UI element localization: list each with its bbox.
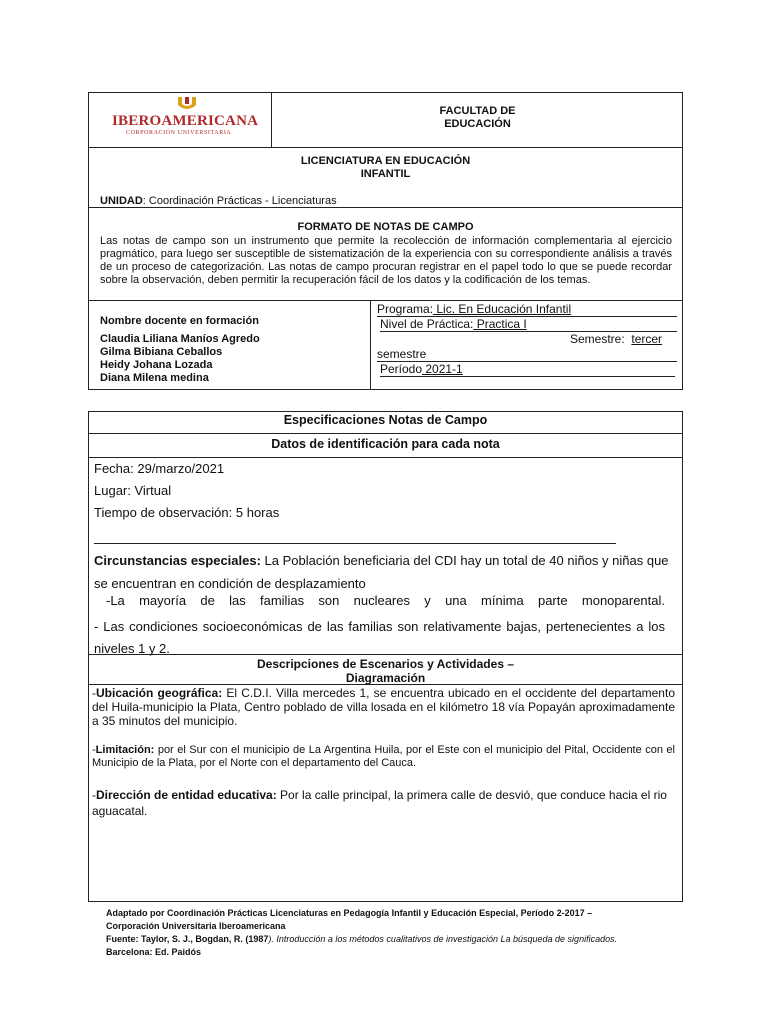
periodo-line xyxy=(380,362,675,377)
circumstance-item-1-text: -La mayoría de las familias son nucleares y una mínima parte monoparental. xyxy=(106,593,665,608)
descriptions-title xyxy=(88,657,683,685)
semestre-line xyxy=(570,332,662,346)
faculty-line-1: FACULTAD DE xyxy=(439,105,516,117)
nivel-value: Practica I xyxy=(473,317,527,331)
docentes-list xyxy=(100,333,260,385)
nivel-line xyxy=(380,317,677,332)
semestre-value: tercer xyxy=(631,332,663,346)
ubicacion-body: El C.D.I. Villa mercedes 1, se encuentra ubicado en el occidente del departamento del Huila-municipio la Plata, Centro poblado de villa losada en el kilómetro 18 vía Popayán aproximadamente a 35 minutos del municipio. xyxy=(92,686,675,728)
docente-3: Heidy Johana Lozada xyxy=(100,359,213,371)
program-title-line-1: LICENCIATURA EN EDUCACIÓN xyxy=(300,155,471,167)
direccion-text: -Dirección de entidad educativa: Por la calle principal, la primera calle de desvió, que conduce hacia el rio aguacatal. xyxy=(92,788,667,818)
notes-title: Especificaciones Notas de Campo xyxy=(283,413,488,427)
circumstance-item-2: - Las condiciones socioeconómicas de las familias son relativamente bajas, pertenecientes a los niveles 1 y 2. xyxy=(94,619,665,656)
unit-line xyxy=(100,195,337,208)
lugar-field: Lugar: Virtual xyxy=(94,483,172,498)
source-prefix: Fuente: Taylor, S. J., Bogdan, R. (1987 xyxy=(106,934,269,944)
logo-emblem-icon xyxy=(176,96,198,112)
unit-value: : Coordinación Prácticas - Licenciaturas xyxy=(142,195,337,207)
descriptions-title-line-2: Diagramación xyxy=(345,671,426,685)
programa-line xyxy=(377,302,677,317)
format-description: Las notas de campo son un instrumento que permite la recolección de información complementaria al ejercicio pragmático, para luego ser susceptible de sistematización de la experiencia con su correspondiente análisis a través de un proceso de categorización. Las notas de campo procuran registrar en el papel todo lo que se puede recordar sobre la observación, deben permitir la recuperación fácil de los datos y la codificación de los temas. xyxy=(100,235,672,286)
faculty-line-2: EDUCACIÓN xyxy=(444,118,511,130)
circumstances-label: Circunstancias especiales: xyxy=(94,553,261,568)
notes-divider-1 xyxy=(88,433,683,434)
limitacion-text: -Limitación: por el Sur con el municipio de La Argentina Huila, por el Este con el municipio del Pital, Occidente con el Municipio de la Plata, por el Norte con el departamento del Cauca. xyxy=(92,744,675,769)
circumstances-body: La Población beneficiaria del CDI hay un total de 40 niños y niñas que se encuentran en condición de desplazamiento xyxy=(94,553,669,591)
program-title-line-2: INFANTIL xyxy=(360,168,411,180)
header-divider-1 xyxy=(88,147,683,148)
circumstances-text xyxy=(94,549,674,595)
tiempo-field: Tiempo de observación: 5 horas xyxy=(94,505,280,520)
docente-label: Nombre docente en formación xyxy=(100,315,259,327)
programa-value: Lic. En Educación Infantil xyxy=(433,302,572,316)
source-suffix: Barcelona: Ed. Paidós xyxy=(106,947,202,957)
footer-source xyxy=(106,933,646,959)
direccion-label: Dirección de entidad educativa: xyxy=(96,788,277,802)
direccion-body: Por la calle principal, la primera calle de desvió, que conduce hacia el rio aguacatal. xyxy=(92,788,667,818)
descriptions-title-line-1: Descripciones de Escenarios y Actividades – xyxy=(256,657,514,671)
docente-1: Claudia Liliana Maníos Agredo xyxy=(100,333,260,345)
separator-line xyxy=(94,543,616,544)
periodo-label: Período xyxy=(380,362,423,376)
university-logo xyxy=(100,95,265,145)
nivel-label: Nivel de Práctica: xyxy=(380,317,474,331)
info-divider xyxy=(370,300,371,390)
semestre-cont-line xyxy=(377,347,677,362)
limitacion-body: por el Sur con el municipio de La Argentina Huila, por el Este con el municipio del Pital, Occidente con el Municipio de la Plata, por el Norte con el departamento del Cauca. xyxy=(92,744,675,769)
ubicacion-text: -Ubicación geográfica: El C.D.I. Villa mercedes 1, se encuentra ubicado en el occidente del departamento del Huila-municipio la Plata, Centro poblado de villa losada en el kilómetro 18 vía Popayán aproximadamente a 35 minutos del municipio. xyxy=(92,686,675,728)
fecha-field: Fecha: 29/marzo/2021 xyxy=(94,461,225,476)
circumstance-item-1 xyxy=(94,593,665,609)
ubicacion-label: Ubicación geográfica: xyxy=(96,686,223,700)
semestre-cont: semestre xyxy=(377,347,427,361)
semestre-label: Semestre: xyxy=(570,332,625,346)
programa-label: Programa: xyxy=(377,302,434,316)
footer xyxy=(106,907,646,959)
unit-label: UNIDAD xyxy=(100,195,143,207)
program-title xyxy=(88,155,683,181)
format-title: FORMATO DE NOTAS DE CAMPO xyxy=(297,221,474,233)
source-italic: ). Introducción a los métodos cualitativos de investigación La búsqueda de significados. xyxy=(268,934,618,944)
docente-4: Diana Milena medina xyxy=(100,372,209,384)
logo-subtitle: CORPORACIÓN UNIVERSITARIA xyxy=(126,130,232,136)
faculty-title xyxy=(272,105,683,131)
notes-subtitle: Datos de identificación para cada nota xyxy=(271,437,500,451)
limitacion-label: Limitación: xyxy=(95,744,155,756)
notes-divider-2 xyxy=(88,457,683,458)
footer-line-2: Corporación Universitaria Iberoamericana xyxy=(106,921,286,931)
docente-2: Gilma Bibiana Ceballos xyxy=(100,346,223,358)
logo-name: IBEROAMERICANA xyxy=(112,113,259,129)
footer-line-1: Adaptado por Coordinación Prácticas Licenciaturas en Pedagogía Infantil y Educación Especial, Período 2-2017 – xyxy=(106,908,593,918)
periodo-value: 2021-1 xyxy=(422,362,463,376)
